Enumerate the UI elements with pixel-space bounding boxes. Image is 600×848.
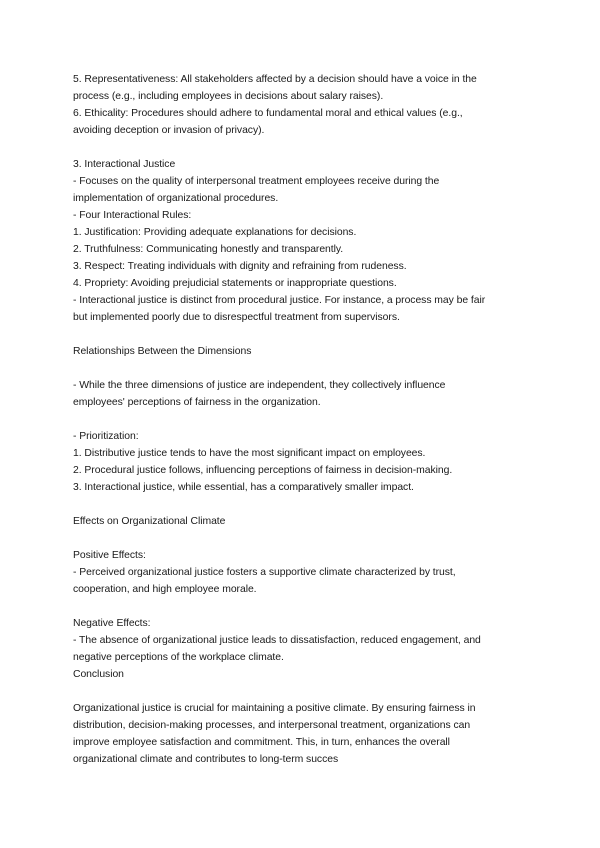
subheading: Negative Effects: [73,618,151,629]
text-line: implementation of organizational procedures. [73,193,279,204]
text-line: avoiding deception or invasion of privacy). [73,125,265,136]
text-line: - Four Interactional Rules: [73,210,192,221]
list-item: 2. Procedural justice follows, influencing perceptions of fairness in decision-making. [73,465,453,476]
text-line: organizational climate and contributes to long-term succes [73,754,339,765]
text-line: - Perceived organizational justice fosters a supportive climate characterized by trust, [73,567,456,578]
text-line: - Focuses on the quality of interpersonal treatment employees receive during the [73,176,440,187]
text-line: but implemented poorly due to disrespectful treatment from supervisors. [73,312,400,323]
list-item: 4. Propriety: Avoiding prejudicial statements or inappropriate questions. [73,278,397,289]
section-heading: Relationships Between the Dimensions [73,346,252,357]
text-line: negative perceptions of the workplace climate. [73,652,284,663]
list-item: 1. Distributive justice tends to have the most significant impact on employees. [73,448,426,459]
list-item: 2. Truthfulness: Communicating honestly and transparently. [73,244,344,255]
text-line: process (e.g., including employees in decisions about salary raises). [73,91,384,102]
text-line: 6. Ethicality: Procedures should adhere to fundamental moral and ethical values (e.g., [73,108,463,119]
text-line: - Prioritization: [73,431,139,442]
section-heading: Effects on Organizational Climate [73,516,226,527]
list-item: 3. Interactional justice, while essential, has a comparatively smaller impact. [73,482,414,493]
list-item: 3. Respect: Treating individuals with dignity and refraining from rudeness. [73,261,407,272]
list-item: 1. Justification: Providing adequate explanations for decisions. [73,227,357,238]
text-line: 5. Representativeness: All stakeholders affected by a decision should have a voice in the [73,74,477,85]
section-heading: 3. Interactional Justice [73,159,176,170]
text-line: - Interactional justice is distinct from procedural justice. For instance, a process may be fair [73,295,486,306]
text-line: - While the three dimensions of justice are independent, they collectively influence [73,380,446,391]
text-line: - The absence of organizational justice leads to dissatisfaction, reduced engagement, and [73,635,481,646]
text-line: distribution, decision-making processes, and interpersonal treatment, organizations can [73,720,471,731]
text-line: improve employee satisfaction and commitment. This, in turn, enhances the overall [73,737,450,748]
text-line: employees' perceptions of fairness in the organization. [73,397,321,408]
text-line: Organizational justice is crucial for maintaining a positive climate. By ensuring fairness in [73,703,476,714]
subheading: Positive Effects: [73,550,146,561]
section-heading: Conclusion [73,669,124,680]
text-line: cooperation, and high employee morale. [73,584,257,595]
